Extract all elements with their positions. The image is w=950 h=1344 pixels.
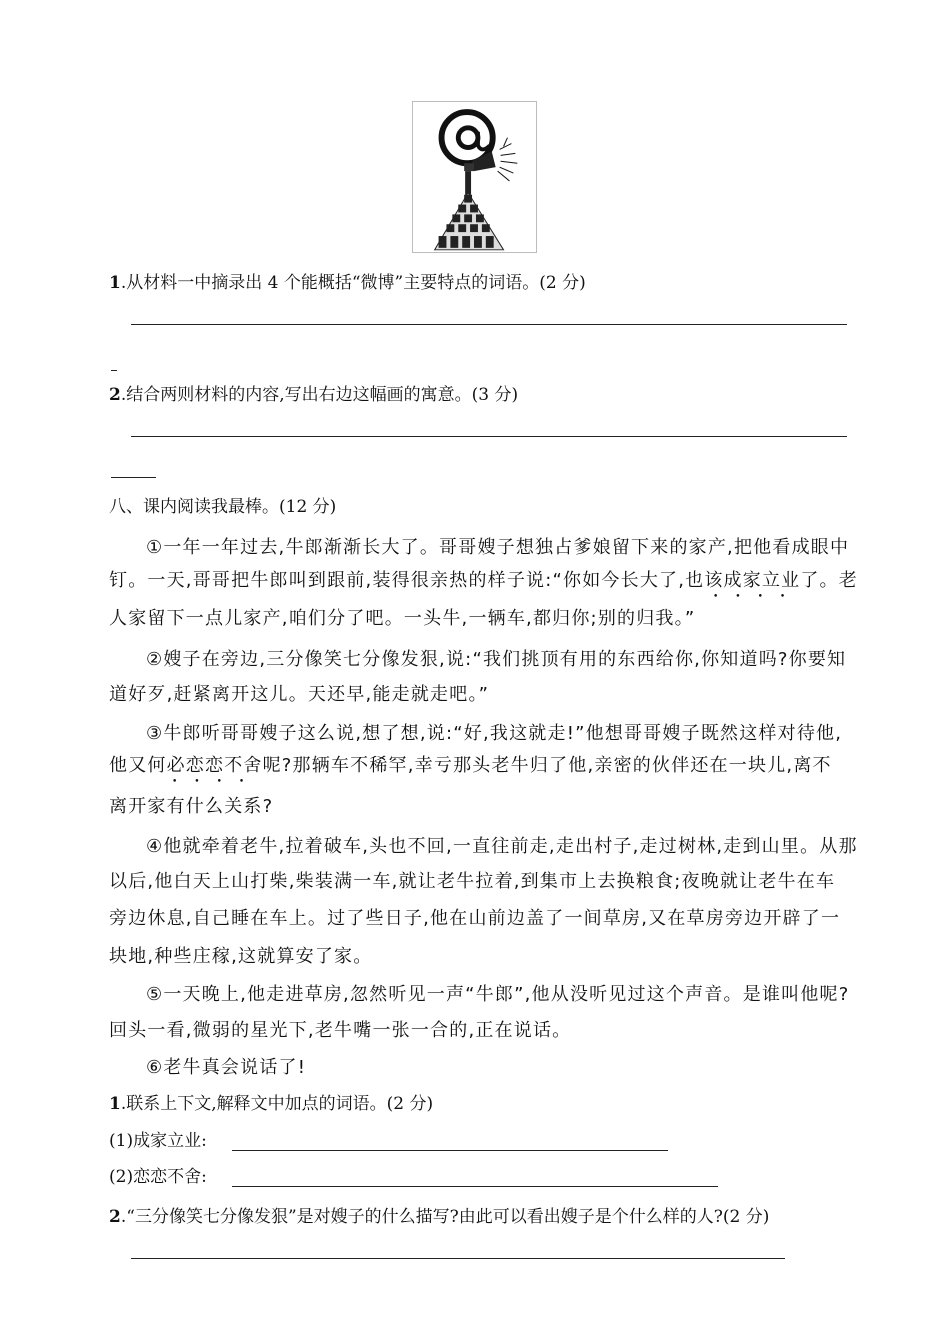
para-2-line-2: 道好歹,赶紧离开这儿。天还早,能走就走吧。”: [109, 684, 490, 705]
q8-1-item-2-answer-line[interactable]: [232, 1186, 718, 1187]
q7-2-answer-line[interactable]: [131, 436, 847, 437]
q8-1: [109, 1093, 433, 1115]
q7-2-text: .结合两则材料的内容,写出右边这幅画的寓意。(3 分): [120, 385, 519, 405]
q8-2-number: 2: [109, 1207, 121, 1227]
para-3-line-2: 他又何必恋恋不舍呢?那辆车不稀罕,幸亏那头老牛归了他,亲密的伙伴还在一块儿,离不: [109, 755, 832, 776]
q8-2: [109, 1206, 769, 1228]
q8-2-answer-line[interactable]: [131, 1258, 785, 1259]
para-1-line-1: ①一年一年过去,牛郎渐渐长大了。哥哥嫂子想独占爹娘留下来的家产,把他看成眼中: [146, 537, 850, 558]
q7-2-answer-line-end: [111, 477, 156, 478]
para-1-line-3: 人家留下一点儿家产,咱们分了吧。一头牛,一辆车,都归你;别的归我。”: [109, 608, 696, 629]
emphasis-dots-chengjialiye: ••••: [713, 592, 803, 602]
at-sign-loudspeaker-pyramid-icon: [413, 102, 536, 252]
para-6-line-1: ⑥老牛真会说话了!: [146, 1057, 307, 1078]
para-2-line-1: ②嫂子在旁边,三分像笑七分像发狠,说:“我们挑顶有用的东西给你,你知道吗?你要知: [146, 649, 847, 670]
q8-2-text: .“三分像笑七分像发狠”是对嫂子的什么描写?由此可以看出嫂子是个什么样的人?(2 分): [120, 1207, 770, 1227]
q8-1-text: .联系上下文,解释文中加点的词语。(2 分): [120, 1094, 434, 1114]
para-4-line-4: 块地,种些庄稼,这就算安了家。: [109, 946, 373, 967]
q7-1-answer-line[interactable]: [131, 324, 847, 325]
q7-2-number: 2: [109, 385, 121, 405]
para-1-line-2: 钉。一天,哥哥把牛郎叫到跟前,装得很亲热的样子说:“你如今长大了,也该成家立业了。老: [109, 570, 858, 591]
para-4-line-3: 旁边休息,自己睡在车上。过了些日子,他在山前边盖了一间草房,又在草房旁边开辟了一: [109, 908, 841, 929]
para-3-line-1: ③牛郎听哥哥嫂子这么说,想了想,说:“好,我这就走!”他想哥哥嫂子既然这样对待他,: [146, 723, 843, 744]
para-3-line-3: 离开家有什么关系?: [109, 796, 274, 817]
q8-1-item-1-label: (1)成家立业:: [109, 1131, 207, 1151]
q7-2: [109, 384, 518, 406]
para-5-line-2: 回头一看,微弱的星光下,老牛嘴一张一合的,正在说话。: [109, 1020, 572, 1041]
q7-1-answer-line-end: [111, 370, 117, 371]
q7-1: [109, 272, 586, 294]
para-5-line-1: ⑤一天晚上,他走进草房,忽然听见一声“牛郎”,他从没听见过这个声音。是谁叫他呢?: [146, 984, 850, 1005]
q7-1-text: .从材料一中摘录出 4 个能概括“微博”主要特点的词语。(2 分): [120, 273, 586, 293]
section-8-title: 八、课内阅读我最棒。(12 分): [109, 497, 337, 517]
para-4-line-1: ④他就牵着老牛,拉着破车,头也不回,一直往前走,走出村子,走过树林,走到山里。从那: [146, 836, 858, 857]
para-4-line-2: 以后,他白天上山打柴,柴装满一车,就让老牛拉着,到集市上去换粮食;夜晚就让老牛在车: [109, 871, 836, 892]
weibo-illustration: [412, 101, 537, 253]
q8-1-item-1-answer-line[interactable]: [232, 1150, 668, 1151]
q8-1-number: 1: [109, 1094, 121, 1114]
emphasis-dots-lianlianbushe: ••••: [172, 777, 262, 787]
q8-1-item-2-label: (2)恋恋不舍:: [109, 1167, 207, 1187]
q7-1-number: 1: [109, 273, 121, 293]
